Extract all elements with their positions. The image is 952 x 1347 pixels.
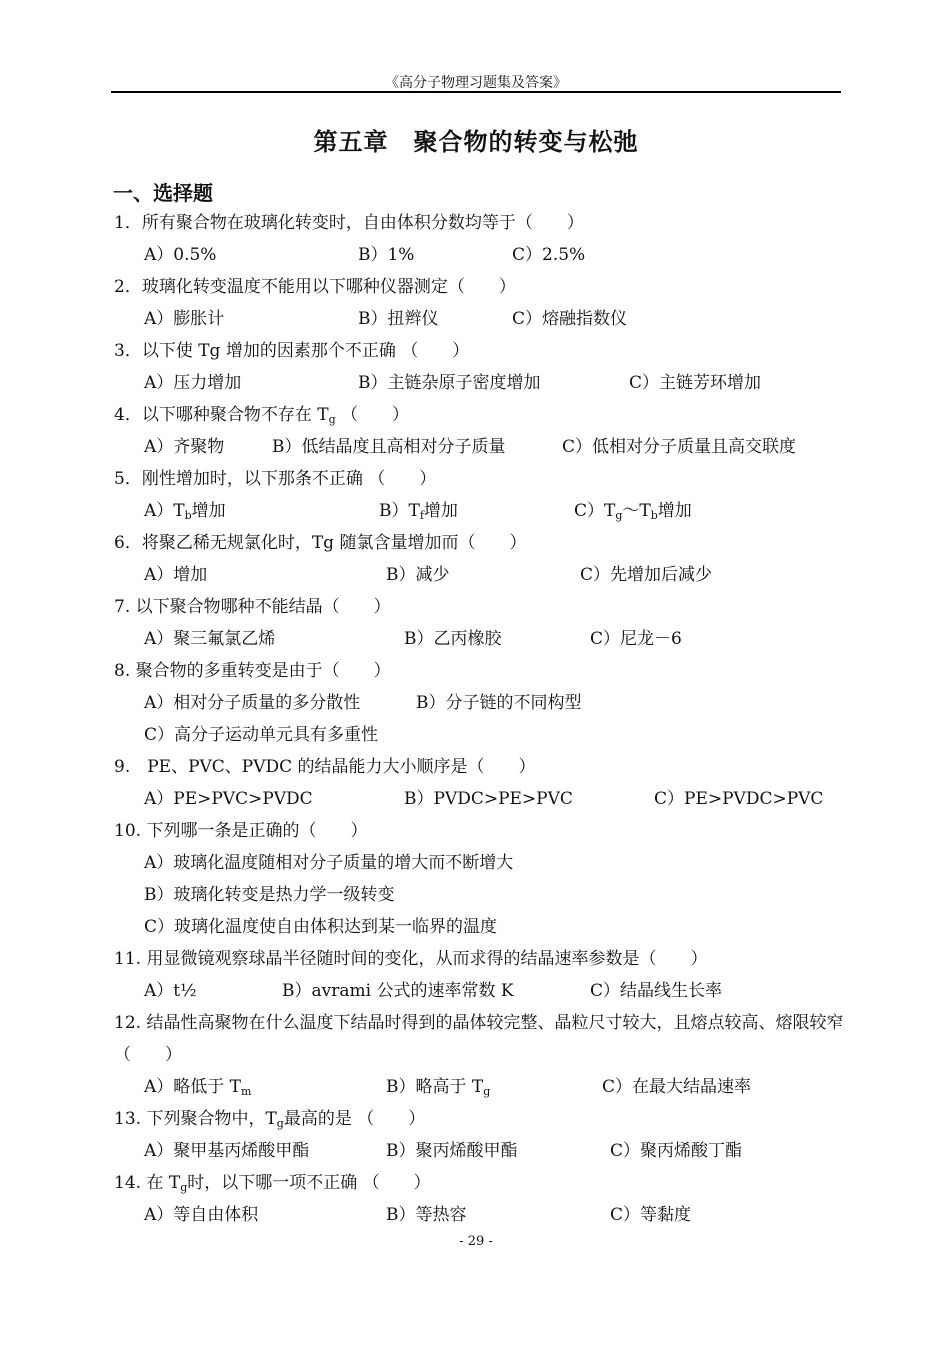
option-a: A）膨胀计 xyxy=(144,309,225,329)
header-rule xyxy=(111,91,841,93)
option-b: B）乙丙橡胶 xyxy=(404,629,502,649)
option-c: C）主链芳环增加 xyxy=(629,373,762,393)
option-c: $C)T_g\sim T_b$增加 xyxy=(574,501,692,522)
chapter-title: 第五章 聚合物的转变与松弛 xyxy=(313,127,639,156)
option-a: A）增加 xyxy=(144,565,208,585)
option-c: C）低相对分子质量且高交联度 xyxy=(562,437,797,457)
options-9 xyxy=(114,783,844,815)
question-list xyxy=(114,207,844,1231)
question-1: 1．所有聚合物在玻璃化转变时，自由体积分数均等于（ ） xyxy=(114,213,584,233)
section-heading: 一、选择题 xyxy=(113,181,213,205)
option-b: $B)T_f$增加 xyxy=(379,501,458,522)
question-9: 9. PE、PVC、PVDC 的结晶能力大小顺序是（ ） xyxy=(114,757,536,777)
option-b: B）主链杂原子密度增加 xyxy=(358,373,541,393)
option-c: C）PE>PVDC>PVC xyxy=(654,789,824,809)
options-14 xyxy=(114,1199,844,1231)
question-11: 11. 用显微镜观察球晶半径随时间的变化，从而求得的结晶速率参数是（ ） xyxy=(114,949,708,969)
option-a: A）聚三氟氯乙烯 xyxy=(144,629,276,649)
option-b: B）1% xyxy=(358,245,415,265)
option-b: B）avrami 公式的速率常数 K xyxy=(282,981,514,1001)
question-2: 2．玻璃化转变温度不能用以下哪种仪器测定（ ） xyxy=(114,277,516,297)
question-13: 13. 下列聚合物中，$T_g$最高的是 （ ） xyxy=(114,1109,426,1130)
question-4: 4．以下哪种聚合物不存在 $T_g$ （ ） xyxy=(114,405,410,426)
running-header: 《高分子物理习题集及答案》 xyxy=(385,75,567,91)
options-12 xyxy=(114,1071,844,1103)
options-2 xyxy=(114,303,844,335)
question-5: 5．刚性增加时，以下那条不正确 （ ） xyxy=(114,469,437,489)
options-4 xyxy=(114,431,844,463)
options-5 xyxy=(114,495,844,527)
question-7: 7. 以下聚合物哪种不能结晶（ ） xyxy=(114,597,391,617)
option-c: C）尼龙－6 xyxy=(590,629,682,649)
option-a: A）0.5% xyxy=(144,245,217,265)
options-13 xyxy=(114,1135,844,1167)
option-a: $A)T_b$增加 xyxy=(144,501,226,522)
option-a: A）等自由体积 xyxy=(144,1205,259,1225)
option-c: C）聚丙烯酸丁酯 xyxy=(610,1141,743,1161)
option-c: C）等黏度 xyxy=(610,1205,692,1225)
option-b: B）聚丙烯酸甲酯 xyxy=(386,1141,518,1161)
option-c: C）熔融指数仪 xyxy=(512,309,628,329)
option-b: B）分子链的不同构型 xyxy=(416,693,582,713)
options-3 xyxy=(114,367,844,399)
question-8: 8. 聚合物的多重转变是由于（ ） xyxy=(114,661,391,681)
option-a: A）略低于 $T_m$ xyxy=(144,1077,252,1098)
option-c: C）在最大结晶速率 xyxy=(602,1077,752,1097)
option-a: A）PE>PVC>PVDC xyxy=(144,789,313,809)
option-c-line: C）高分子运动单元具有多重性 xyxy=(144,725,379,745)
question-10: 10. 下列哪一条是正确的（ ） xyxy=(114,821,368,841)
options-8 xyxy=(114,687,844,719)
option-b: B）减少 xyxy=(386,565,450,585)
options-11 xyxy=(114,975,844,1007)
question-6: 6．将聚乙稀无规氯化时，Tg 随氯含量增加而（ ） xyxy=(114,533,527,553)
option-a: A）齐聚物 xyxy=(144,437,225,457)
option-c: C）2.5% xyxy=(512,245,586,265)
options-7 xyxy=(114,623,844,655)
option-a: A）压力增加 xyxy=(144,373,242,393)
question-12: 12. 结晶性高聚物在什么温度下结晶时得到的晶体较完整、晶粒尺寸较大，且熔点较高、熔限较窄（ ） xyxy=(114,1013,844,1065)
option-b: B）等热容 xyxy=(386,1205,467,1225)
options-6 xyxy=(114,559,844,591)
option-a: A）相对分子质量的多分散性 xyxy=(144,693,361,713)
option-a: A）t½ xyxy=(144,981,197,1001)
option-b: B）扭辫仪 xyxy=(358,309,439,329)
option-b: B）略高于 $T_g$ xyxy=(386,1077,491,1098)
option-b: B）PVDC>PE>PVC xyxy=(404,789,573,809)
option-a-line: A）玻璃化温度随相对分子质量的增大而不断增大 xyxy=(144,853,514,873)
question-14: 14. 在 $T_g$时，以下哪一项不正确 （ ） xyxy=(114,1173,431,1194)
question-3: 3．以下使 Tg 增加的因素那个不正确 （ ） xyxy=(114,341,470,361)
option-c: C）结晶线生长率 xyxy=(590,981,723,1001)
option-c: C）先增加后减少 xyxy=(580,565,713,585)
option-b: B）低结晶度且高相对分子质量 xyxy=(272,437,506,457)
option-c-line: C）玻璃化温度使自由体积达到某一临界的温度 xyxy=(144,917,498,937)
options-1 xyxy=(114,239,844,271)
page-number: - 29 - xyxy=(459,1234,493,1249)
option-a: A）聚甲基丙烯酸甲酯 xyxy=(144,1141,310,1161)
option-b-line: B）玻璃化转变是热力学一级转变 xyxy=(144,885,395,905)
